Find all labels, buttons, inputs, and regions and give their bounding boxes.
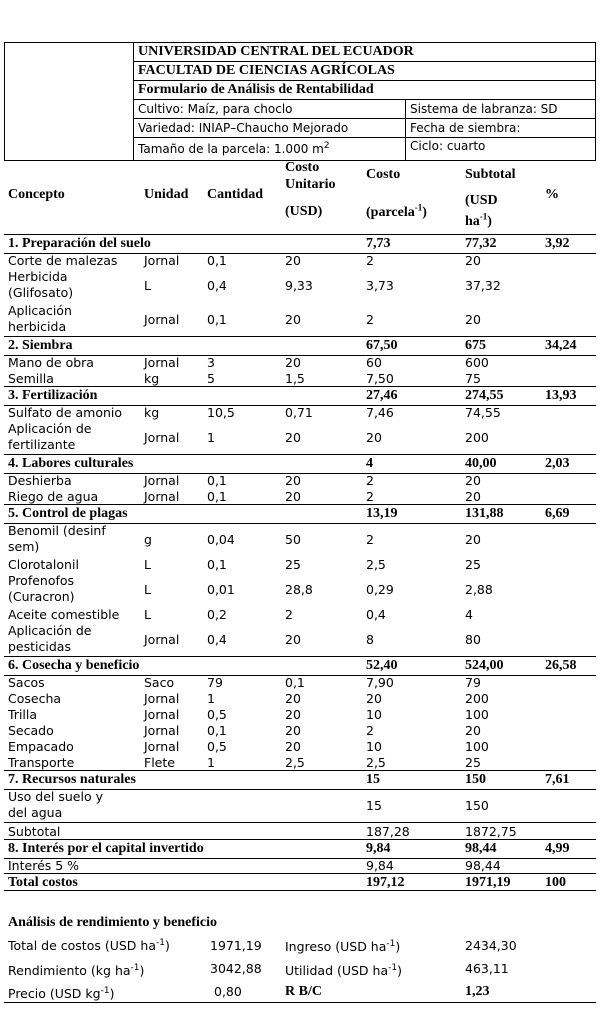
subtotal-per-ha: 25 bbox=[465, 755, 481, 770]
table-row bbox=[4, 268, 596, 302]
plot-cost: 52,40 bbox=[366, 658, 398, 673]
unit-cost: 20 bbox=[285, 355, 301, 370]
plot-cost: 187,28 bbox=[366, 824, 410, 839]
table-row bbox=[4, 420, 596, 454]
rbc-label: R B/C bbox=[285, 984, 322, 999]
quantity: 1 bbox=[207, 755, 215, 770]
subtotal-per-ha: 100 bbox=[465, 707, 489, 722]
col-costo-unitario-line3: (USD) bbox=[285, 204, 323, 219]
concept: Transporte bbox=[8, 755, 75, 770]
col-costo-unitario-line1: Costo bbox=[285, 160, 320, 175]
subtotal-per-ha: 1872,75 bbox=[465, 824, 517, 839]
cycle-field: Ciclo: cuarto bbox=[406, 138, 596, 161]
concept-line1: Uso del suelo y bbox=[8, 789, 103, 804]
table-row bbox=[4, 354, 596, 370]
col-cantidad: Cantidad bbox=[207, 187, 264, 202]
unit: Jornal bbox=[144, 312, 180, 327]
subtotal-per-ha: 98,44 bbox=[465, 841, 497, 856]
table-row bbox=[4, 754, 596, 770]
section-title: 3. Fertilización bbox=[8, 388, 98, 403]
percentage: 7,61 bbox=[545, 772, 570, 787]
unit-cost: 20 bbox=[285, 632, 301, 647]
plot-cost: 20 bbox=[366, 691, 382, 706]
subtotal-per-ha: 25 bbox=[465, 557, 481, 572]
subtotal-per-ha: 100 bbox=[465, 739, 489, 754]
col-subtotal-line1: Subtotal bbox=[465, 167, 516, 182]
col-subtotal-line2: (USD bbox=[465, 193, 498, 208]
unit: Jornal bbox=[144, 253, 180, 268]
section-row bbox=[4, 234, 596, 254]
concept: Trilla bbox=[8, 707, 38, 722]
unit: Jornal bbox=[144, 489, 180, 504]
subtotal-per-ha: 200 bbox=[465, 430, 489, 445]
sowing-date-field: Fecha de siembra: bbox=[406, 119, 596, 138]
profit-label: Utilidad (USD $ha^{-1}$) bbox=[285, 962, 402, 978]
concept: Cosecha bbox=[8, 691, 62, 706]
concept: Mano de obra bbox=[8, 355, 94, 370]
unit-cost: 20 bbox=[285, 253, 301, 268]
plot-cost: 2 bbox=[366, 532, 374, 547]
subtotal-row bbox=[4, 822, 596, 840]
concept-line1: Benomil (desinf bbox=[8, 523, 106, 538]
quantity: 79 bbox=[207, 675, 223, 690]
plot-cost: 10 bbox=[366, 707, 382, 722]
table-row bbox=[4, 674, 596, 690]
section-row bbox=[4, 336, 596, 356]
table-row bbox=[4, 404, 596, 420]
unit-cost: 0,1 bbox=[285, 675, 305, 690]
col-costo-line1: Costo bbox=[366, 167, 401, 182]
plot-cost: 2 bbox=[366, 473, 374, 488]
section-title: 2. Siembra bbox=[8, 338, 73, 353]
concept: Semilla bbox=[8, 371, 54, 386]
section-row bbox=[4, 454, 596, 474]
unit-cost: 2,5 bbox=[285, 755, 305, 770]
income-value: 2434,30 bbox=[465, 938, 517, 953]
rbc-value: 1,23 bbox=[465, 984, 490, 999]
subtotal-per-ha: 20 bbox=[465, 532, 481, 547]
plot-size-text: Tamaño de la parcela: 1.000 m bbox=[138, 142, 324, 156]
subtotal-per-ha: 77,32 bbox=[465, 236, 497, 251]
quantity: 0,1 bbox=[207, 489, 227, 504]
table-row bbox=[4, 788, 596, 822]
section-title: 5. Control de plagas bbox=[8, 506, 128, 521]
unit-cost: 20 bbox=[285, 739, 301, 754]
quantity: 0,5 bbox=[207, 707, 227, 722]
table-row bbox=[4, 606, 596, 622]
subtotal-per-ha: 200 bbox=[465, 691, 489, 706]
unit: kg bbox=[144, 405, 160, 420]
table-row bbox=[4, 472, 596, 488]
quantity: 0,1 bbox=[207, 253, 227, 268]
table-row bbox=[4, 302, 596, 336]
concept: Subtotal bbox=[8, 824, 61, 839]
tillage-field: Sistema de labranza: SD bbox=[406, 100, 596, 119]
unit: Saco bbox=[144, 675, 175, 690]
concept-line1: Aplicación bbox=[8, 303, 72, 318]
table-row bbox=[4, 690, 596, 706]
subtotal-per-ha: 20 bbox=[465, 489, 481, 504]
unit-cost: 20 bbox=[285, 473, 301, 488]
variety-field: Variedad: INIAP–Chaucho Mejorado bbox=[134, 119, 406, 138]
table-row bbox=[4, 706, 596, 722]
table-row bbox=[4, 722, 596, 738]
subtotal-per-ha: 75 bbox=[465, 371, 481, 386]
section-row bbox=[4, 839, 596, 859]
col-costo-unitario-line2: Unitario bbox=[285, 177, 336, 192]
subtotal-per-ha: 524,00 bbox=[465, 658, 504, 673]
table-row bbox=[4, 522, 596, 556]
unit-cost: 1,5 bbox=[285, 371, 305, 386]
unit-cost: 20 bbox=[285, 723, 301, 738]
subtotal-per-ha: 20 bbox=[465, 253, 481, 268]
plot-cost: 27,46 bbox=[366, 388, 398, 403]
section-title: Total costos bbox=[8, 875, 78, 890]
unit-cost: 20 bbox=[285, 489, 301, 504]
percentage: 13,93 bbox=[545, 388, 577, 403]
profit-value: 463,11 bbox=[465, 961, 509, 976]
unit-cost: 20 bbox=[285, 691, 301, 706]
plot-cost: 8 bbox=[366, 632, 374, 647]
yield-value: 3042,88 bbox=[210, 961, 262, 976]
subtotal-per-ha: 600 bbox=[465, 355, 489, 370]
col-subtotal-line3: $ha^{-1}$) bbox=[465, 211, 492, 229]
table-row bbox=[4, 572, 596, 606]
subtotal-per-ha: 2,88 bbox=[465, 582, 493, 597]
subtotal-per-ha: 37,32 bbox=[465, 278, 501, 293]
unit: Jornal bbox=[144, 355, 180, 370]
concept-line1: Aplicación de bbox=[8, 421, 92, 436]
subtotal-per-ha: 20 bbox=[465, 723, 481, 738]
unit: Jornal bbox=[144, 632, 180, 647]
crop-field: Cultivo: Maíz, para choclo bbox=[134, 100, 406, 119]
concept: Aceite comestible bbox=[8, 607, 120, 622]
quantity: 0,1 bbox=[207, 473, 227, 488]
subtotal-per-ha: 79 bbox=[465, 675, 481, 690]
plot-cost: 4 bbox=[366, 456, 373, 471]
quantity: 0,1 bbox=[207, 723, 227, 738]
subtotal-per-ha: 1971,19 bbox=[465, 875, 511, 890]
subtotal-per-ha: 98,44 bbox=[465, 858, 501, 873]
unit-cost: 50 bbox=[285, 532, 301, 547]
quantity: 0,2 bbox=[207, 607, 227, 622]
quantity: 10,5 bbox=[207, 405, 235, 420]
percentage: 34,24 bbox=[545, 338, 577, 353]
unit-cost: 20 bbox=[285, 312, 301, 327]
quantity: 0,04 bbox=[207, 532, 235, 547]
yield-label: Rendimiento (kg $ha^{-1}$) bbox=[8, 962, 145, 978]
percentage: 4,99 bbox=[545, 841, 570, 856]
plot-cost: 2,5 bbox=[366, 755, 386, 770]
plot-cost: 0,4 bbox=[366, 607, 386, 622]
col-costo-line2: (parcela$^{-1}$) bbox=[366, 202, 427, 220]
plot-cost: 2 bbox=[366, 489, 374, 504]
concept-line2: del agua bbox=[8, 805, 63, 820]
concept-line1: Profenofos bbox=[8, 573, 75, 588]
concept-line2: pesticidas bbox=[8, 639, 71, 654]
concept: Sacos bbox=[8, 675, 45, 690]
unit: Jornal bbox=[144, 739, 180, 754]
plot-cost: 7,73 bbox=[366, 236, 391, 251]
unit-cost: 28,8 bbox=[285, 582, 313, 597]
unit: L bbox=[144, 582, 151, 597]
unit: Jornal bbox=[144, 707, 180, 722]
faculty-name: FACULTAD DE CIENCIAS AGRÍCOLAS bbox=[134, 62, 596, 81]
unit: Jornal bbox=[144, 723, 180, 738]
plot-cost: 2 bbox=[366, 723, 374, 738]
plot-cost: 20 bbox=[366, 430, 382, 445]
unit: Flete bbox=[144, 755, 175, 770]
concept-line2: sem) bbox=[8, 539, 40, 554]
percentage: 6,69 bbox=[545, 506, 570, 521]
col-unidad: Unidad bbox=[144, 187, 189, 202]
concept-line2: (Glifosato) bbox=[8, 285, 74, 300]
unit-cost: 25 bbox=[285, 557, 301, 572]
concept: Riego de agua bbox=[8, 489, 99, 504]
price-label: Precio (USD $kg^{-1}$) bbox=[8, 985, 115, 1001]
bottom-rule bbox=[4, 1002, 596, 1003]
income-label: Ingreso (USD $ha^{-1}$) bbox=[285, 938, 401, 954]
concept-line2: herbicida bbox=[8, 319, 67, 334]
subtotal-per-ha: 80 bbox=[465, 632, 481, 647]
concept: Secado bbox=[8, 723, 54, 738]
concept: Corte de malezas bbox=[8, 253, 118, 268]
table-row bbox=[4, 252, 596, 268]
section-title: 8. Interés por el capital invertido bbox=[8, 841, 204, 856]
section-title: 6. Cosecha y beneficio bbox=[8, 658, 140, 673]
quantity: 3 bbox=[207, 355, 215, 370]
subtotal-per-ha: 4 bbox=[465, 607, 473, 622]
table-row bbox=[4, 488, 596, 504]
subtotal-per-ha: 40,00 bbox=[465, 456, 497, 471]
plot-cost: 3,73 bbox=[366, 278, 394, 293]
unit: Jornal bbox=[144, 430, 180, 445]
plot-size-unit-exp: 2 bbox=[323, 141, 330, 151]
plot-cost: 13,19 bbox=[366, 506, 398, 521]
unit-cost: 20 bbox=[285, 430, 301, 445]
concept-line2: (Curacron) bbox=[8, 589, 75, 604]
quantity: 0,1 bbox=[207, 312, 227, 327]
plot-cost: 9,84 bbox=[366, 841, 391, 856]
analysis-title: Análisis de rendimiento y beneficio bbox=[8, 915, 217, 930]
unit-cost: 9,33 bbox=[285, 278, 313, 293]
table-row bbox=[4, 622, 596, 656]
unit-cost: 20 bbox=[285, 707, 301, 722]
plot-cost: 10 bbox=[366, 739, 382, 754]
column-header bbox=[4, 158, 596, 234]
concept-line2: fertilizante bbox=[8, 437, 76, 452]
section-title: 7. Recursos naturales bbox=[8, 772, 136, 787]
plot-cost: 15 bbox=[366, 798, 382, 813]
section-row bbox=[4, 504, 596, 524]
unit: L bbox=[144, 557, 151, 572]
concept: Clorotalonil bbox=[8, 557, 79, 572]
section-row bbox=[4, 770, 596, 790]
total-costs-value: 1971,19 bbox=[210, 938, 262, 953]
plot-cost: 15 bbox=[366, 772, 380, 787]
analysis-block bbox=[4, 914, 596, 1004]
analysis-separator bbox=[4, 890, 596, 891]
form-title: Formulario de Análisis de Rentabilidad bbox=[134, 81, 596, 100]
unit: Jornal bbox=[144, 691, 180, 706]
section-title: 1. Preparación del suelo bbox=[8, 236, 151, 251]
quantity: 0,4 bbox=[207, 632, 227, 647]
subtotal-per-ha: 74,55 bbox=[465, 405, 501, 420]
plot-cost: 2 bbox=[366, 312, 374, 327]
subtotal-per-ha: 131,88 bbox=[465, 506, 504, 521]
concept-line1: Aplicación de bbox=[8, 623, 92, 638]
unit: kg bbox=[144, 371, 160, 386]
subtotal-per-ha: 675 bbox=[465, 338, 486, 353]
section-row bbox=[4, 656, 596, 676]
col-pct: % bbox=[545, 187, 559, 202]
quantity: 0,01 bbox=[207, 582, 235, 597]
plot-cost: 7,90 bbox=[366, 675, 394, 690]
plot-cost: 197,12 bbox=[366, 875, 405, 890]
plot-cost: 7,50 bbox=[366, 371, 394, 386]
unit: Jornal bbox=[144, 473, 180, 488]
unit: L bbox=[144, 607, 151, 622]
quantity: 0,1 bbox=[207, 557, 227, 572]
price-value: 0,80 bbox=[214, 984, 242, 999]
percentage: 3,92 bbox=[545, 236, 570, 251]
concept: Empacado bbox=[8, 739, 74, 754]
percentage: 2,03 bbox=[545, 456, 570, 471]
unit-cost: 2 bbox=[285, 607, 293, 622]
plot-cost: 0,29 bbox=[366, 582, 394, 597]
subtotal-per-ha: 150 bbox=[465, 772, 486, 787]
quantity: 1 bbox=[207, 430, 215, 445]
plot-cost: 7,46 bbox=[366, 405, 394, 420]
table-row bbox=[4, 370, 596, 386]
quantity: 0,5 bbox=[207, 739, 227, 754]
unit: L bbox=[144, 278, 151, 293]
table-row bbox=[4, 857, 596, 873]
plot-cost: 2,5 bbox=[366, 557, 386, 572]
plot-cost: 2 bbox=[366, 253, 374, 268]
quantity: 1 bbox=[207, 691, 215, 706]
form-header bbox=[4, 42, 596, 161]
table-row bbox=[4, 556, 596, 572]
total-row bbox=[4, 873, 596, 891]
plot-cost: 9,84 bbox=[366, 858, 394, 873]
university-name: UNIVERSIDAD CENTRAL DEL ECUADOR bbox=[134, 43, 596, 62]
logo-cell bbox=[5, 43, 134, 161]
percentage: 26,58 bbox=[545, 658, 577, 673]
concept: Sulfato de amonio bbox=[8, 405, 123, 420]
concept: Deshierba bbox=[8, 473, 72, 488]
subtotal-per-ha: 274,55 bbox=[465, 388, 504, 403]
unit: g bbox=[144, 532, 152, 547]
section-row bbox=[4, 386, 596, 406]
unit-cost: 0,71 bbox=[285, 405, 313, 420]
col-concepto: Concepto bbox=[8, 187, 65, 202]
plot-cost: 67,50 bbox=[366, 338, 398, 353]
quantity: 0,4 bbox=[207, 278, 227, 293]
concept-line1: Herbicida bbox=[8, 269, 68, 284]
total-costs-label: Total de costos (USD $ha^{-1}$) bbox=[8, 937, 170, 953]
section-title: 4. Labores culturales bbox=[8, 456, 134, 471]
table-row bbox=[4, 738, 596, 754]
subtotal-per-ha: 20 bbox=[465, 473, 481, 488]
quantity: 5 bbox=[207, 371, 215, 386]
plot-cost: 60 bbox=[366, 355, 382, 370]
subtotal-per-ha: 20 bbox=[465, 312, 481, 327]
subtotal-per-ha: 150 bbox=[465, 798, 489, 813]
percentage: 100 bbox=[545, 875, 566, 890]
concept: Interés 5 % bbox=[8, 858, 80, 873]
